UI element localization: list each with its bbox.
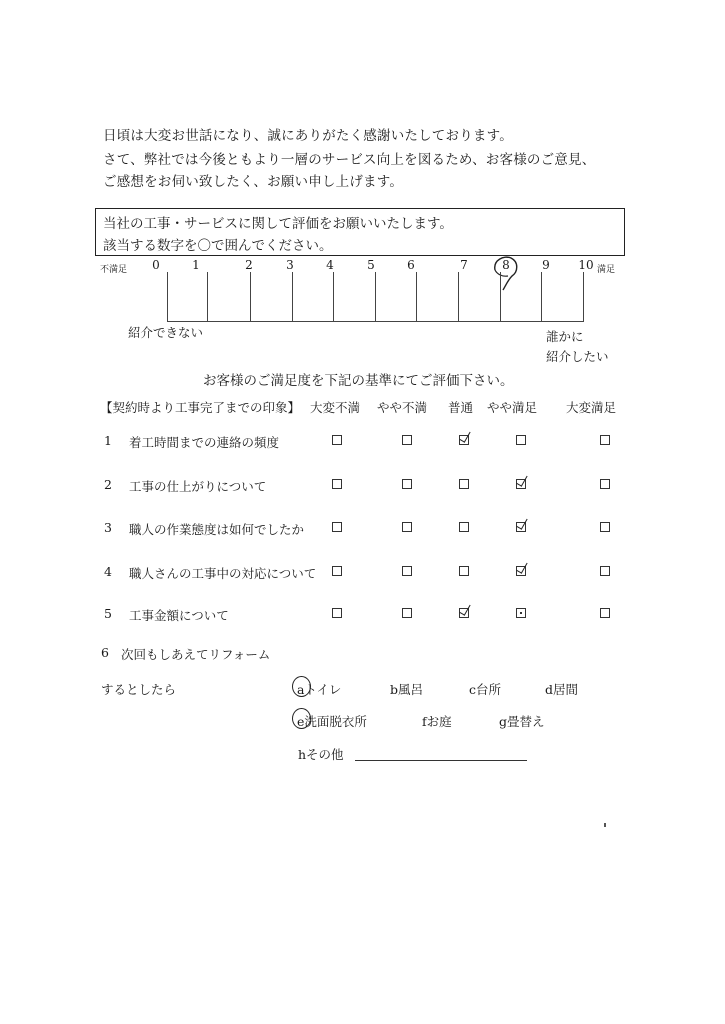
checkbox-somewhat-satisfied[interactable] bbox=[516, 566, 526, 576]
scale-right-label: 満足 bbox=[597, 265, 616, 275]
checkbox-somewhat-dissatisfied[interactable] bbox=[402, 522, 412, 532]
rating-instruction-box bbox=[95, 208, 625, 256]
option-c-kitchen[interactable]: c台所 bbox=[469, 682, 502, 697]
checkbox-somewhat-satisfied[interactable] bbox=[516, 435, 526, 445]
scale-number-3[interactable]: 3 bbox=[286, 258, 294, 272]
scale-left-caption: 紹介できない bbox=[128, 325, 204, 340]
intro-line-3: ご感想をお伺い致したく、お願い申し上げます。 bbox=[103, 174, 404, 190]
section-header: 【契約時より工事完了までの印象】 bbox=[100, 400, 301, 415]
checkbox-somewhat-dissatisfied[interactable] bbox=[402, 566, 412, 576]
column-header-somewhat-satisfied: やや満足 bbox=[487, 400, 538, 415]
question-text: 職人の作業態度は如何でしたか bbox=[129, 522, 305, 537]
scale-number-4[interactable]: 4 bbox=[326, 258, 334, 272]
column-header-very-satisfied: 大変満足 bbox=[566, 400, 617, 415]
option-h-other[interactable]: hその他 bbox=[298, 747, 344, 762]
column-header-very-dissatisfied: 大変不満 bbox=[310, 400, 361, 415]
question-number: 1 bbox=[104, 433, 112, 448]
scale-number-6[interactable]: 6 bbox=[407, 258, 415, 272]
option-d-living[interactable]: d居間 bbox=[545, 682, 579, 697]
scale-number-0[interactable]: 0 bbox=[152, 258, 160, 272]
scale-right-caption-2: 紹介したい bbox=[546, 349, 609, 364]
stray-mark bbox=[604, 823, 606, 827]
scale-tick bbox=[333, 272, 334, 322]
checkbox-very-dissatisfied[interactable] bbox=[332, 479, 342, 489]
checkbox-very-dissatisfied[interactable] bbox=[332, 608, 342, 618]
checkbox-somewhat-satisfied[interactable] bbox=[516, 479, 526, 489]
scale-tick bbox=[375, 272, 376, 322]
question-number: 5 bbox=[104, 606, 112, 621]
question-text: 職人さんの工事中の対応について bbox=[129, 566, 317, 581]
scale-number-2[interactable]: 2 bbox=[245, 258, 253, 272]
checkbox-neutral[interactable] bbox=[459, 608, 469, 618]
checkbox-very-dissatisfied[interactable] bbox=[332, 435, 342, 445]
scale-tick bbox=[458, 272, 459, 322]
reform-question-line-1: 次回もしあえてリフォーム bbox=[121, 647, 271, 662]
checkbox-very-satisfied[interactable] bbox=[600, 566, 610, 576]
question-text: 着工時間までの連絡の頻度 bbox=[129, 435, 280, 450]
scale-number-1[interactable]: 1 bbox=[192, 258, 200, 272]
option-f-garden[interactable]: fお庭 bbox=[422, 714, 452, 729]
scale-tick bbox=[583, 272, 584, 322]
question-number: 2 bbox=[104, 477, 112, 492]
scale-number-10[interactable]: 10 bbox=[578, 258, 594, 272]
question-text: 工事の仕上がりについて bbox=[129, 479, 267, 494]
option-e-washroom[interactable]: e洗面脱衣所 bbox=[297, 714, 367, 729]
scale-tick bbox=[416, 272, 417, 322]
scale-number-8[interactable]: 8 bbox=[502, 258, 510, 272]
satisfaction-instruction: お客様のご満足度を下記の基準にてご評価下さい。 bbox=[203, 373, 514, 389]
question-number: 4 bbox=[104, 564, 112, 579]
checkbox-very-satisfied[interactable] bbox=[600, 435, 610, 445]
rating-instruction-line-2: 該当する数字を〇で囲んでください。 bbox=[103, 238, 333, 254]
option-g-tatami[interactable]: g畳替え bbox=[499, 714, 545, 729]
question-number: 3 bbox=[104, 520, 112, 535]
checkbox-very-satisfied[interactable] bbox=[600, 608, 610, 618]
scale-tick bbox=[292, 272, 293, 322]
checkbox-somewhat-dissatisfied[interactable] bbox=[402, 608, 412, 618]
intro-line-2: さて、弊社では今後ともより一層のサービス向上を図るため、お客様のご意見、 bbox=[103, 152, 596, 168]
scale-tick bbox=[500, 272, 501, 322]
checkbox-somewhat-satisfied[interactable] bbox=[516, 522, 526, 532]
checkbox-somewhat-dissatisfied[interactable] bbox=[402, 435, 412, 445]
column-header-somewhat-dissatisfied: やや不満 bbox=[377, 400, 428, 415]
checkbox-very-satisfied[interactable] bbox=[600, 479, 610, 489]
scale-number-5[interactable]: 5 bbox=[367, 258, 375, 272]
checkbox-very-satisfied[interactable] bbox=[600, 522, 610, 532]
option-a-toilet[interactable]: aトイレ bbox=[297, 682, 342, 697]
scale-left-label: 不満足 bbox=[100, 265, 128, 275]
checkbox-somewhat-dissatisfied[interactable] bbox=[402, 479, 412, 489]
scale-number-9[interactable]: 9 bbox=[542, 258, 550, 272]
column-header-neutral: 普通 bbox=[448, 400, 474, 415]
checkbox-neutral[interactable] bbox=[459, 479, 469, 489]
option-b-bath[interactable]: b風呂 bbox=[390, 682, 424, 697]
scale-tick bbox=[541, 272, 542, 322]
selected-circle-mark bbox=[488, 252, 524, 292]
scale-number-7[interactable]: 7 bbox=[460, 258, 468, 272]
checkbox-neutral[interactable] bbox=[459, 522, 469, 532]
checkbox-neutral[interactable] bbox=[459, 435, 469, 445]
scale-right-caption-1: 誰かに bbox=[546, 329, 584, 344]
rating-instruction-line-1: 当社の工事・サービスに関して評価をお願いいたします。 bbox=[103, 216, 453, 232]
checkbox-somewhat-satisfied[interactable] bbox=[516, 608, 526, 618]
checkbox-neutral[interactable] bbox=[459, 566, 469, 576]
question-text: 工事金額について bbox=[129, 608, 229, 623]
checkbox-very-dissatisfied[interactable] bbox=[332, 566, 342, 576]
scale-baseline bbox=[167, 321, 584, 322]
option-h-other-line bbox=[355, 760, 527, 761]
reform-number: 6 bbox=[101, 645, 109, 660]
reform-question-line-2: するとしたら bbox=[101, 682, 177, 697]
scale-tick bbox=[250, 272, 251, 322]
scale-tick bbox=[167, 272, 168, 322]
checkbox-very-dissatisfied[interactable] bbox=[332, 522, 342, 532]
intro-line-1: 日頃は大変お世話になり、誠にありがたく感謝いたしております。 bbox=[103, 128, 513, 144]
scale-tick bbox=[207, 272, 208, 322]
